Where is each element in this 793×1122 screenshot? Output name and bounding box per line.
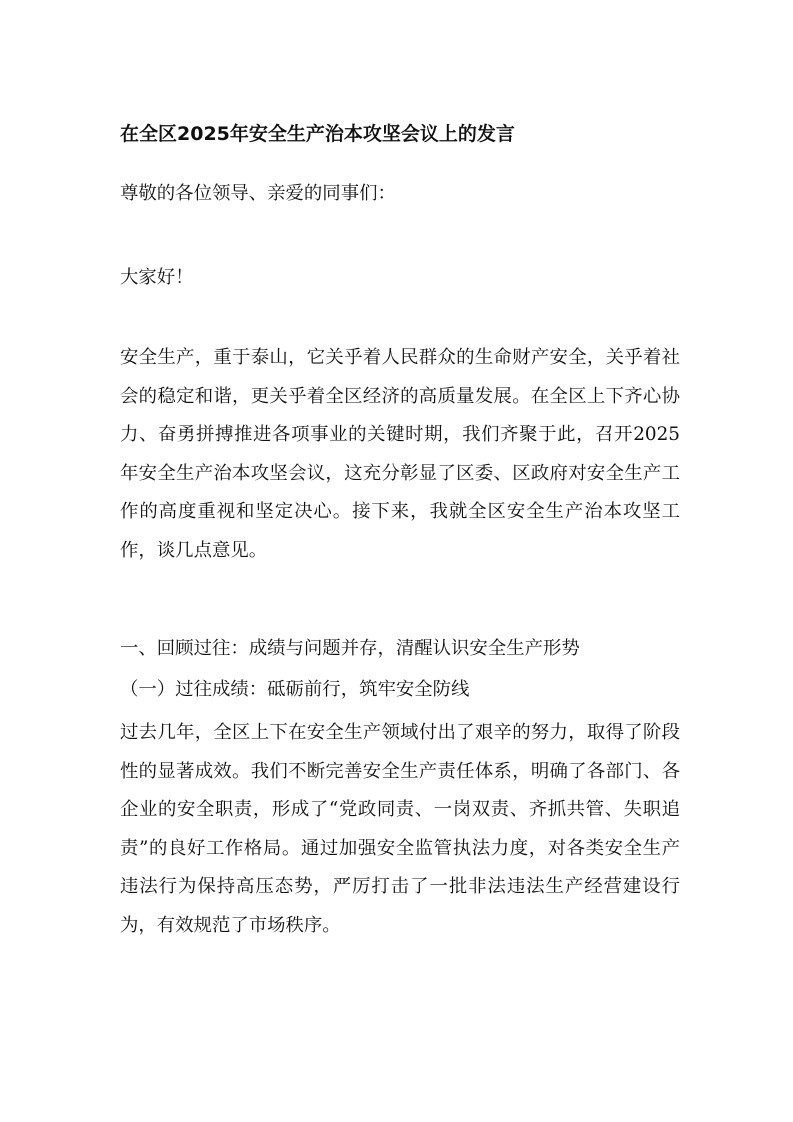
greeting-line: 大家好！ xyxy=(120,267,194,288)
document-title: 在全区2025年安全生产治本攻坚会议上的发言 xyxy=(120,123,515,145)
section-heading: 一、回顾过往：成绩与问题并存，清醒认识安全生产形势 xyxy=(120,638,580,659)
body-paragraph: 过去几年，全区上下在安全生产领域付出了艰辛的努力，取得了阶段性的显著成效。我们不断完善安全生产责任体系，明确了各部门、各企业的安全职责，形成了“党政同责、一岗双责、齐抓共管、失职追责”的良好工作格局。通过加强安全监管执法力度，对各类安全生产违法行为保持高压态势，严厉打击了一批非法违法生产经营建设行为，有效规范了市场秩序。 xyxy=(120,722,680,936)
salutation-line: 尊敬的各位领导、亲爱的同事们： xyxy=(120,183,396,204)
subsection-heading: （一）过往成绩：砥砺前行，筑牢安全防线 xyxy=(120,679,470,700)
intro-paragraph: 安全生产，重于泰山，它关乎着人民群众的生命财产安全，关乎着社会的稳定和谐，更关乎着全区经济的高质量发展。在全区上下齐心协力、奋勇拼搏推进各项事业的关键时期，我们齐聚于此，召开2025年安全生产治本攻坚会议，这充分彰显了区委、区政府对安全生产工作的高度重视和坚定决心。接下来，我就全区安全生产治本攻坚工作，谈几点意见。 xyxy=(120,347,680,561)
